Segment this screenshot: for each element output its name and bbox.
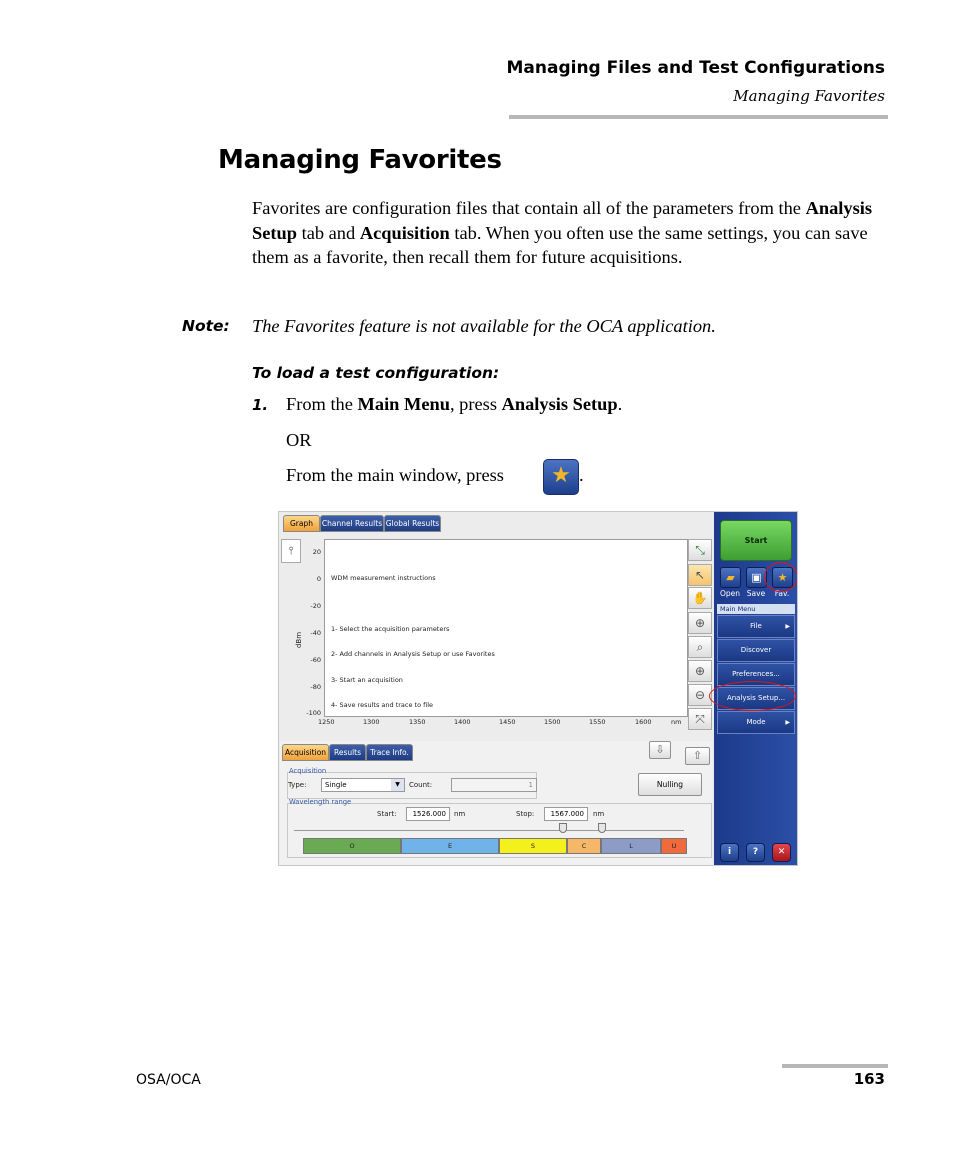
y-tick: 20 (312, 548, 321, 556)
menu-item-label: Discover (740, 646, 772, 654)
footer-product: OSA/OCA (136, 1072, 201, 1088)
range-slider-start-handle[interactable] (559, 823, 567, 833)
menu-item-label: Analysis Setup... (726, 694, 786, 702)
osa-screenshot (278, 511, 798, 866)
band-l: L (601, 838, 661, 854)
stop-wavelength-field[interactable]: 1567.000 (544, 807, 588, 821)
y-tick: -20 (310, 602, 321, 610)
range-slider-stop-handle[interactable] (598, 823, 606, 833)
page-title: Managing Favorites (218, 145, 502, 175)
menu-item-label: Preferences... (732, 670, 780, 678)
band-e: E (401, 838, 499, 854)
instruction-line: WDM measurement instructions (331, 574, 436, 582)
auto-scale-icon[interactable]: ⤡ (688, 539, 712, 561)
step-1-text (286, 394, 622, 415)
y-tick: -40 (310, 629, 321, 637)
stop-unit: nm (593, 810, 605, 818)
type-label: Type: (288, 781, 307, 789)
trace-graph[interactable] (324, 539, 688, 717)
type-select[interactable] (321, 778, 405, 792)
y-axis-label: dBm (295, 631, 304, 649)
expand-up-icon[interactable]: ⇧ (685, 747, 710, 765)
wavelength-group-label: Wavelength range (289, 798, 352, 806)
help-icon[interactable]: ? (746, 843, 765, 862)
zoom-icon[interactable]: ⌕ (688, 636, 712, 658)
footer-rule (782, 1064, 888, 1068)
period: . (579, 465, 584, 485)
arrow-right-icon: ▶ (785, 719, 790, 726)
marker-icon[interactable]: ⫯ (281, 539, 301, 563)
chevron-down-icon: ▼ (391, 779, 404, 791)
right-panel (714, 512, 798, 866)
info-icon[interactable]: i (720, 843, 739, 862)
or-text: OR (286, 430, 312, 450)
type-value: Single (325, 781, 347, 789)
instruction-line: 2- Add channels in Analysis Setup or use Favorites (331, 650, 495, 658)
menu-item-mode[interactable] (717, 711, 795, 734)
instruction-line (331, 600, 495, 608)
x-tick: 1450 (499, 718, 516, 726)
start-unit: nm (454, 810, 466, 818)
running-header-subtitle: Managing Favorites (733, 87, 885, 105)
y-tick: -100 (306, 709, 321, 717)
menu-item-label: Mode (746, 718, 766, 726)
count-label: Count: (409, 781, 433, 789)
step-text-3: . (617, 394, 623, 414)
x-tick: 1600 (635, 718, 652, 726)
zoom-in-icon[interactable]: ⊕ (688, 660, 712, 682)
page-number: 163 (853, 1070, 885, 1088)
step-bold-2: Analysis Setup (501, 394, 618, 414)
tab-results[interactable]: Results (329, 744, 366, 761)
menu-item-discover[interactable] (717, 639, 795, 662)
step-text-2: , press (449, 394, 502, 414)
tab-global-results[interactable]: Global Results (384, 515, 441, 532)
start-label: Start: (377, 810, 397, 818)
close-icon[interactable]: ✕ (772, 843, 791, 862)
x-tick: 1300 (363, 718, 380, 726)
instructions (331, 557, 495, 727)
x-tick: 1250 (318, 718, 335, 726)
zoom-out-icon[interactable]: ⊖ (688, 684, 712, 706)
favorites-star-icon: ★ (543, 459, 579, 495)
step-text-1: From the (286, 394, 358, 414)
start-wavelength-field[interactable]: 1526.000 (406, 807, 450, 821)
band-c: C (567, 838, 601, 854)
count-field[interactable]: 1 (451, 778, 537, 792)
x-tick: 1550 (589, 718, 606, 726)
tab-channel-results[interactable]: Channel Results (320, 515, 384, 532)
range-slider-track[interactable] (294, 830, 684, 831)
tab-graph[interactable]: Graph (283, 515, 320, 532)
fav-label: Fav. (774, 589, 790, 598)
highlight-ring-analysis-setup (709, 681, 796, 711)
x-tick: 1500 (544, 718, 561, 726)
instruction-line: 1- Select the acquisition parameters (331, 624, 450, 633)
menu-item-label: File (750, 622, 762, 630)
y-tick: -60 (310, 656, 321, 664)
favorites-button[interactable]: ★ (772, 567, 793, 588)
intro-bold-1: Analysis Setup (252, 198, 872, 243)
x-unit: nm (671, 718, 682, 726)
band-o: O (303, 838, 401, 854)
full-view-icon[interactable]: ⤧ (688, 708, 712, 730)
tab-acquisition[interactable]: Acquisition (282, 744, 329, 761)
pointer-icon[interactable]: ↖ (688, 564, 712, 586)
band-u: U (661, 838, 687, 854)
band-s: S (499, 838, 567, 854)
x-tick: 1350 (409, 718, 426, 726)
step-bold-1: Main Menu (357, 394, 450, 414)
step-number: 1. (252, 396, 269, 414)
note-label: Note: (182, 317, 230, 335)
zoom-area-icon[interactable]: ⊕ (688, 612, 712, 634)
save-label: Save (746, 589, 766, 598)
nulling-button[interactable]: Nulling (638, 773, 702, 796)
acquisition-group-label: Acquisition (289, 767, 327, 775)
tab-trace-info[interactable]: Trace Info. (366, 744, 413, 761)
header-rule (509, 115, 888, 119)
y-tick: 0 (316, 575, 321, 583)
open-label: Open (719, 589, 741, 598)
intro-text-3: tab. When you often use the same settings, you can save them as a favorite, then recall them for future acquisitions. (252, 222, 868, 267)
open-folder-icon[interactable]: ▰ (720, 567, 741, 588)
arrow-right-icon: ▶ (785, 623, 790, 630)
intro-paragraph (252, 196, 892, 270)
instruction-line: 4- Save results and trace to file (331, 701, 434, 709)
highlight-ring-favorites (764, 562, 798, 592)
hand-icon[interactable]: ✋ (688, 587, 712, 609)
start-button[interactable]: Start (720, 520, 792, 561)
menu-item-file[interactable] (717, 615, 795, 638)
instruction-line: 3- Start an acquisition (331, 675, 403, 684)
main-menu-header: Main Menu (717, 604, 795, 614)
intro-text-1: Favorites are configuration files that contain all of the parameters from the (252, 198, 806, 218)
note-text: The Favorites feature is not available for the OCA application. (252, 316, 716, 336)
y-tick: -80 (310, 683, 321, 691)
procedure-title: To load a test configuration: (252, 364, 500, 382)
collapse-down-icon[interactable]: ⇩ (649, 741, 671, 759)
intro-text-2: tab and (296, 222, 360, 243)
running-header-title: Managing Files and Test Configurations (506, 58, 885, 78)
main-window-text: From the main window, press (286, 465, 504, 485)
intro-bold-2: Acquisition (359, 222, 450, 243)
save-disk-icon[interactable]: ▣ (746, 567, 767, 588)
x-tick: 1400 (454, 718, 471, 726)
stop-label: Stop: (516, 810, 535, 818)
